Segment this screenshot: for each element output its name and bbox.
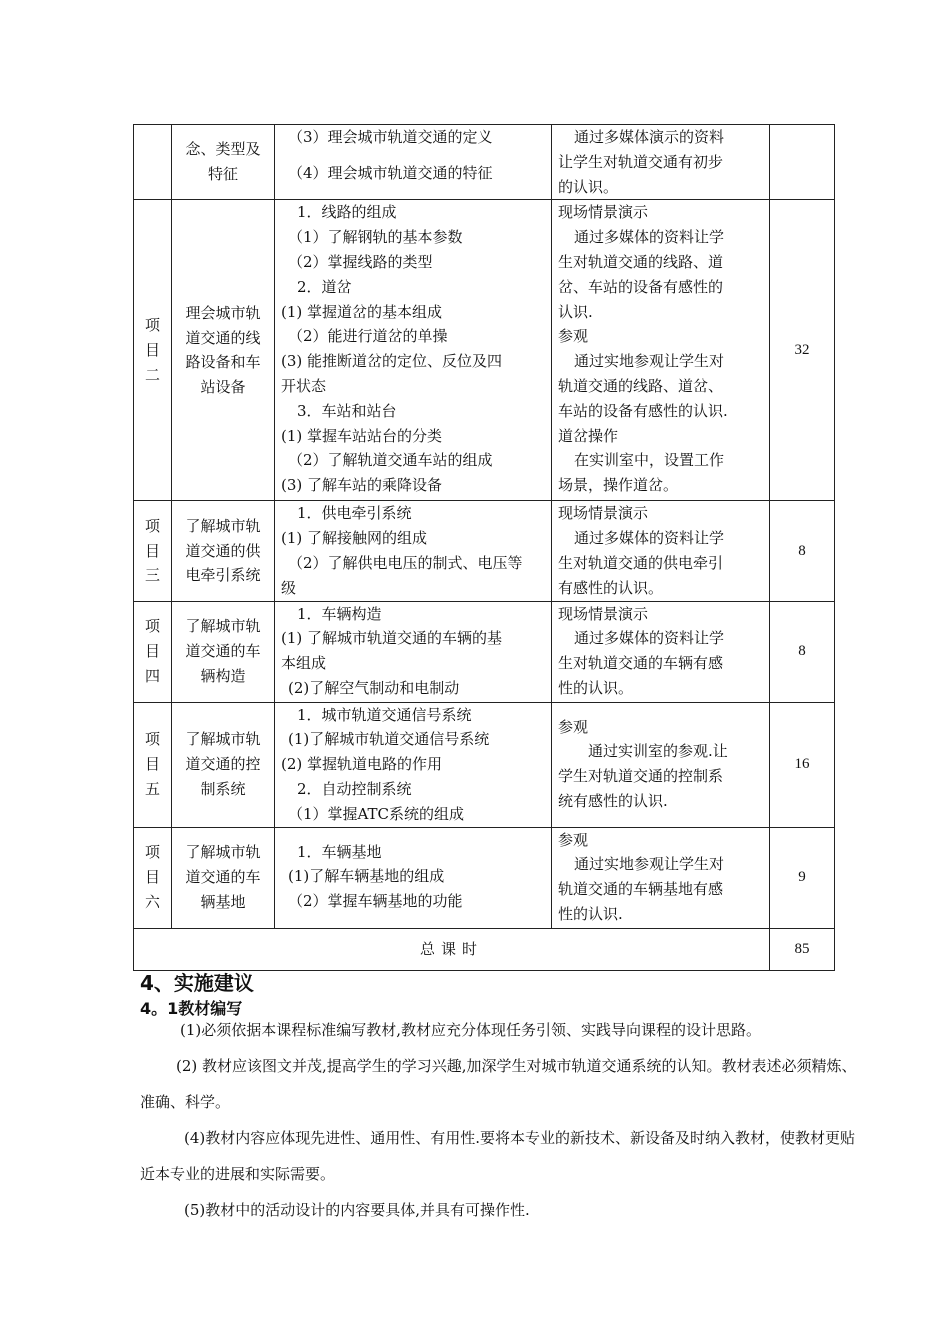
- project-name-cell: 念、类型及 特征: [172, 125, 275, 200]
- table-row: [134, 125, 835, 200]
- method-cell: 参观 通过实地参观让学生对 轨道交通的车辆基地有感 性的认识.: [552, 827, 770, 928]
- content-cell: （3）理会城市轨道交通的定义 （4）理会城市轨道交通的特征: [275, 125, 552, 200]
- content-cell: 1．城市轨道交通信号系统 (1)了解城市轨道交通信号系统 (2) 掌握轨道电路的作用 2．自动控制系统 （1）掌握ATC系统的组成: [275, 702, 552, 827]
- paragraph: (1)必须依据本课程标准编写教材,教材应充分体现任务引领、实践导向课程的设计思路。: [180, 1021, 762, 1039]
- method-cell: 参观 通过实训室的参观.让 学生对轨道交通的控制系 统有感性的认识.: [552, 702, 770, 827]
- project-cell: 项 目 五: [134, 702, 172, 827]
- subsection-heading: 4。1教材编写: [140, 999, 243, 1018]
- table-row: [134, 501, 835, 601]
- table-row: [134, 702, 835, 827]
- paragraph: (2) 教材应该图文并茂,提高学生的学习兴趣,加深学生对城市轨道交通系统的认知。教材表述必须精炼、准确、科学。: [140, 1057, 857, 1111]
- hours-cell: 9: [770, 827, 835, 928]
- table-row: [134, 200, 835, 501]
- hours-cell: 16: [770, 702, 835, 827]
- method-cell: 现场情景演示 通过多媒体的资料让学 生对轨道交通的车辆有感 性的认识。: [552, 601, 770, 702]
- project-cell: 项 目 三: [134, 501, 172, 601]
- project-name-cell: 了解城市轨 道交通的车 辆基地: [172, 827, 275, 928]
- curriculum-table: [133, 124, 835, 971]
- project-name-cell: 了解城市轨 道交通的供 电牵引系统: [172, 501, 275, 601]
- content-cell: 1．供电牵引系统 (1) 了解接触网的组成 （2）了解供电电压的制式、电压等 级: [275, 501, 552, 601]
- project-name-cell: 理会城市轨 道交通的线 路设备和车 站设备: [172, 200, 275, 501]
- project-name-cell: 了解城市轨 道交通的控 制系统: [172, 702, 275, 827]
- hours-cell: 32: [770, 200, 835, 501]
- content-cell: 1．车辆基地 (1)了解车辆基地的组成 （2）掌握车辆基地的功能: [275, 827, 552, 928]
- hours-cell: [770, 125, 835, 200]
- paragraph: (5)教材中的活动设计的内容要具体,并具有可操作性.: [184, 1201, 530, 1219]
- hours-cell: 8: [770, 501, 835, 601]
- paragraph: (4)教材内容应体现先进性、通用性、有用性.要将本专业的新技术、新设备及时纳入教材，使教材更贴近本专业的进展和实际需要。: [140, 1129, 856, 1183]
- project-cell: 项 目 四: [134, 601, 172, 702]
- total-label: 总课时: [134, 928, 770, 970]
- total-hours: 85: [770, 928, 835, 970]
- project-name-cell: 了解城市轨 道交通的车 辆构造: [172, 601, 275, 702]
- table-row: [134, 827, 835, 928]
- hours-cell: 8: [770, 601, 835, 702]
- content-cell: 1．车辆构造 (1) 了解城市轨道交通的车辆的基 本组成 (2)了解空气制动和电制动: [275, 601, 552, 702]
- table-row: [134, 601, 835, 702]
- project-cell: [134, 125, 172, 200]
- method-cell: 现场情景演示 通过多媒体的资料让学 生对轨道交通的供电牵引 有感性的认识。: [552, 501, 770, 601]
- content-cell: 1．线路的组成 （1）了解钢轨的基本参数 （2）掌握线路的类型 2．道岔 (1) 掌握道岔的基本组成 （2）能进行道岔的单操 (3) 能推断道岔的定位、反位及四 开状态 3．车站和站台 (1) 掌握车站站台的分类 （2）了解轨道交通车站的组成 (3) 了解车站的乘降设备: [275, 200, 552, 501]
- total-row: [134, 928, 835, 970]
- method-cell: 通过多媒体演示的资料 让学生对轨道交通有初步 的认识。: [552, 125, 770, 200]
- method-cell: 现场情景演示 通过多媒体的资料让学 生对轨道交通的线路、道 岔、车站的设备有感性的 认识. 参观 通过实地参观让学生对 轨道交通的线路、道岔、 车站的设备有感性的认识. 道岔操作 在实训室中，设置工作 场景，操作道岔。: [552, 200, 770, 501]
- section-heading: 4、实施建议: [140, 971, 254, 995]
- project-cell: 项 目 六: [134, 827, 172, 928]
- project-cell: 项 目 二: [134, 200, 172, 501]
